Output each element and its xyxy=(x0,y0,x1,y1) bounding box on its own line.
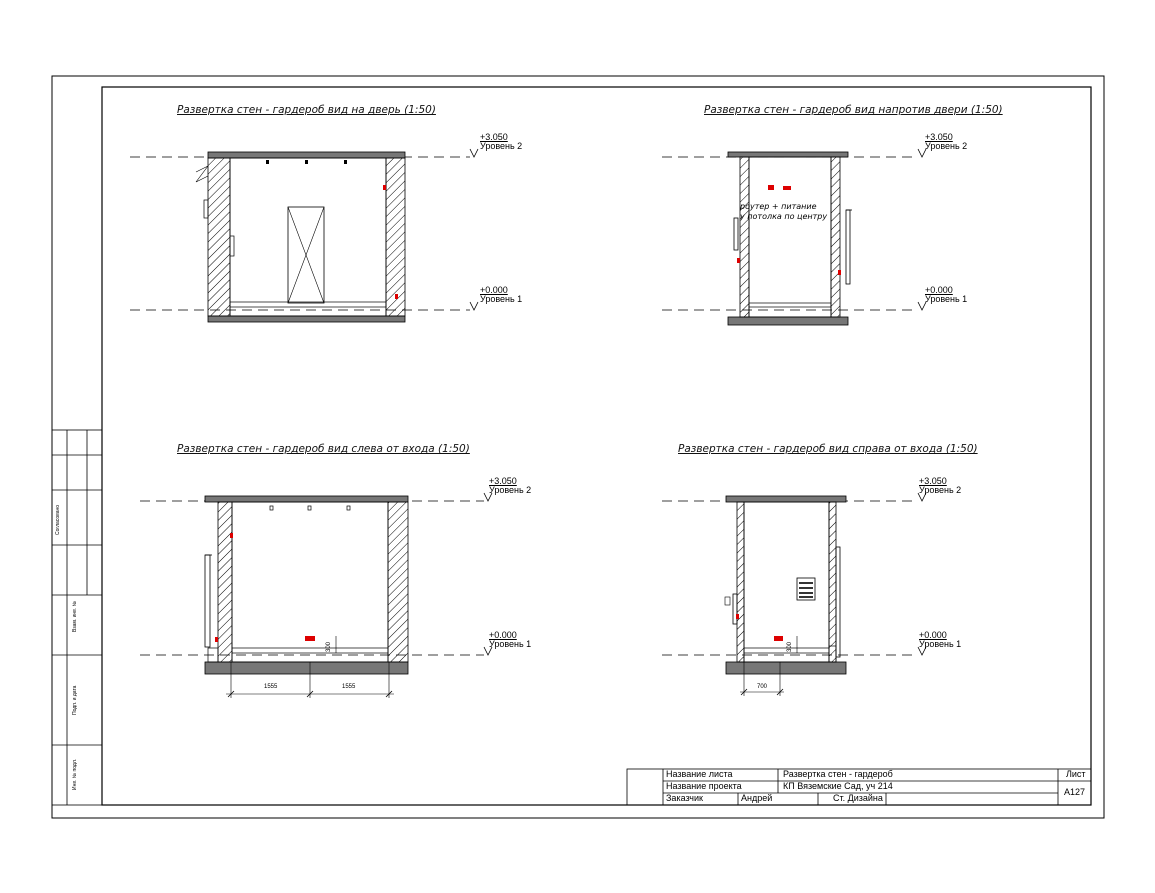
level-bottom-view4 xyxy=(919,631,961,649)
view-door-elevation xyxy=(130,149,478,322)
dim-left-height: 300 xyxy=(326,641,332,652)
router-note-line2: у потолка по центру xyxy=(740,212,828,221)
level-name: Уровень 2 xyxy=(489,485,532,495)
view-title-opposite: Развертка стен - гардероб вид напротив двери (1:50) xyxy=(704,104,1003,116)
level-value: +3.050 xyxy=(480,132,508,142)
project-label: Название проекта xyxy=(666,781,742,791)
sheet-number: A127 xyxy=(1064,787,1086,797)
level-name: Уровень 1 xyxy=(919,639,962,649)
level-name: Уровень 2 xyxy=(919,485,962,495)
dim-right-width: 700 xyxy=(757,684,768,690)
level-value: +3.050 xyxy=(925,132,953,142)
level-value: +0.000 xyxy=(480,285,508,295)
view-opposite-door-elevation xyxy=(662,149,926,325)
stamp-inv-original: Инв. № подл. xyxy=(72,758,78,790)
view-left-elevation xyxy=(140,493,492,698)
level-bottom-view2 xyxy=(925,286,967,304)
level-top-view4 xyxy=(919,477,961,495)
level-bottom-view1 xyxy=(480,286,522,304)
view-title-door: Развертка стен - гардероб вид на дверь (1:50) xyxy=(177,104,436,116)
designer-label: Ст. Дизайна xyxy=(833,793,883,803)
level-name: Уровень 2 xyxy=(480,141,523,151)
level-value: +0.000 xyxy=(925,285,953,295)
view-right-elevation xyxy=(662,493,926,696)
customer-value: Андрей xyxy=(741,793,773,803)
level-value: +0.000 xyxy=(489,630,517,640)
stamp-sign-date: Подп. и дата xyxy=(72,685,78,715)
router-note-line1: роутер + питание xyxy=(740,202,817,211)
dim-right-height: 300 xyxy=(787,641,793,652)
sheet-name-label: Название листа xyxy=(666,769,733,779)
level-bottom-view3 xyxy=(489,631,531,649)
level-name: Уровень 1 xyxy=(480,294,523,304)
router-note xyxy=(740,202,827,222)
level-value: +3.050 xyxy=(919,476,947,486)
view-title-left: Развертка стен - гардероб вид слева от входа (1:50) xyxy=(177,443,470,455)
level-value: +3.050 xyxy=(489,476,517,486)
dim-left-b: 1555 xyxy=(342,684,356,690)
stamp-agreed: Согласовано xyxy=(55,504,61,535)
level-name: Уровень 2 xyxy=(925,141,968,151)
level-name: Уровень 1 xyxy=(925,294,968,304)
level-top-view1 xyxy=(480,133,522,151)
level-name: Уровень 1 xyxy=(489,639,532,649)
view-title-right: Развертка стен - гардероб вид справа от входа (1:50) xyxy=(678,443,978,455)
dim-left-a: 1555 xyxy=(264,684,278,690)
customer-label: Заказчик xyxy=(666,793,703,803)
sheet-label: Лист xyxy=(1066,769,1086,779)
sheet-name-value: Развертка стен - гардероб xyxy=(783,769,893,779)
level-top-view3 xyxy=(489,477,531,495)
level-top-view2 xyxy=(925,133,967,151)
level-value: +0.000 xyxy=(919,630,947,640)
project-value: КП Вяземские Сад, уч 214 xyxy=(783,781,893,791)
stamp-replace-inv: Взам. инв. № xyxy=(72,601,78,632)
